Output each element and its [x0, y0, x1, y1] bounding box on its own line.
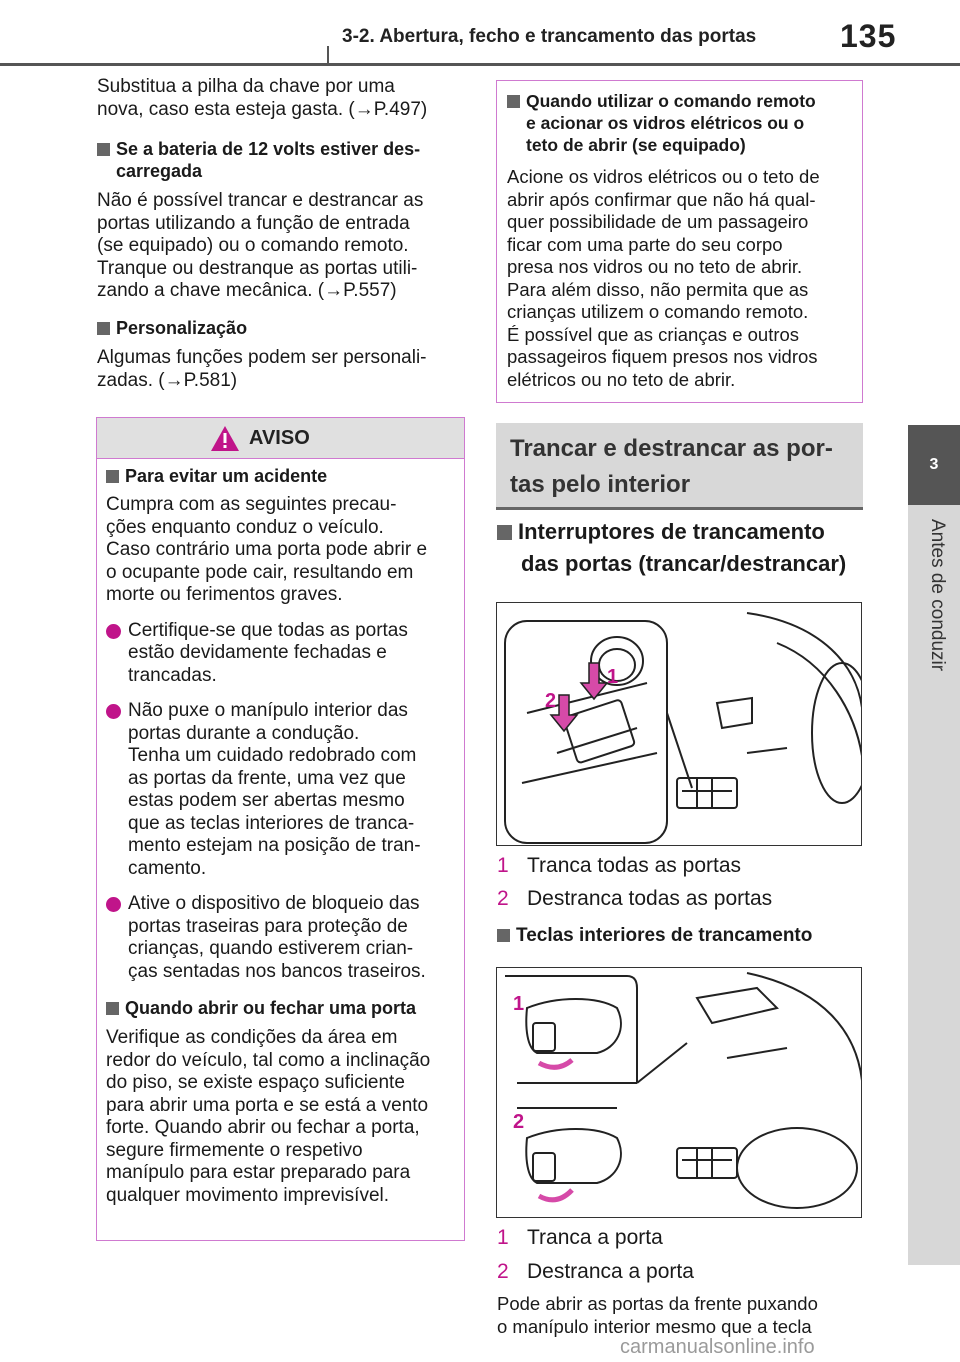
warning-triangle-icon: [210, 425, 240, 452]
section-title: Trancar e destrancar as por- tas pelo interior: [510, 435, 833, 498]
page-number: 135: [840, 18, 897, 54]
heading-bullet-icon: [106, 1002, 119, 1015]
warning-bullet-3: Ative o dispositivo de bloqueio das portas traseiras para proteção de crianças, quando estiverem crian- ças sentadas nos bancos traseiros.: [106, 893, 458, 983]
battery-text: Não é possível trancar e destrancar as portas utilizando a função de entrada (se equipado) ou o comando remoto. Tranque ou destranque as portas utili- zando a chave mecânica. (→P.557): [97, 190, 424, 301]
running-header-title: 3-2. Abertura, fecho e trancamento das portas: [342, 26, 757, 47]
interior-lock-illustration: [497, 968, 862, 1218]
heading-bullet-icon: [507, 95, 520, 108]
header-rule-tick: [327, 46, 329, 64]
customization-heading: Personalização: [97, 317, 247, 339]
info-text: Acione os vidros elétricos ou o teto de abrir após confirmar que não há qual- quer possibilidade de um passageiro ficar com uma parte do seu corpo presa nos vidros ou no teto de abrir. Para além disso, não permita que as crianças utilizem o comando remoto. É possível que as crianças e outros passageiros fiquem presos nos vidros elétricos ou no teto de abrir.: [507, 166, 820, 390]
warning-title: AVISO: [249, 427, 310, 449]
warning-bullet-2: Não puxe o manípulo interior das portas durante a condução. Tenha um cuidado redobrado com as portas da frente, uma vez que estas podem ser abertas mesmo que as teclas interiores de tranca- mento estejam na posição de tran- camento.: [106, 700, 458, 880]
list2-item-2: 2 Destranca a porta: [497, 1260, 694, 1283]
door-open-heading: Quando abrir ou fechar uma porta: [106, 997, 458, 1019]
warning-header: [97, 418, 464, 459]
info-box: [496, 80, 863, 403]
section-title-box: [496, 423, 863, 510]
bullet-dot-icon: [106, 624, 121, 639]
accident-text: Cumpra com as seguintes precau- ções enquanto conduz o veículo. Caso contrário uma porta pode abrir e o ocupante pode cair, resultando em morte ou ferimentos graves.: [106, 494, 428, 605]
warning-bullet-1: Certifique-se que todas as portas estão devidamente fechadas e trancadas.: [106, 620, 458, 688]
chapter-tab-label: Antes de conduzir: [927, 519, 948, 672]
door-lock-switch-heading: Interruptores de trancamento das portas (trancar/destrancar): [497, 516, 867, 580]
list1-item-2: 2 Destranca todas as portas: [497, 887, 773, 910]
front-doors-text: Pode abrir as portas da frente puxando o manípulo interior mesmo que a tecla: [497, 1293, 818, 1337]
figure1-label-2: 2: [545, 690, 557, 712]
bullet-dot-icon: [106, 704, 121, 719]
heading-bullet-icon: [497, 929, 510, 942]
heading-bullet-icon: [97, 143, 110, 156]
battery-heading: Se a bateria de 12 volts estiver des- carregada: [97, 138, 467, 182]
interior-lock-figure: [496, 967, 862, 1218]
chapter-tab-label-bg: [908, 505, 960, 1265]
heading-bullet-icon: [497, 525, 512, 540]
info-heading: Quando utilizar o comando remoto e acionar os vidros elétricos ou o teto de abrir (se equipado): [507, 90, 857, 156]
heading-bullet-icon: [97, 322, 110, 335]
header-rule: [0, 63, 960, 66]
figure1-label-1: 1: [607, 666, 619, 688]
door-lock-switch-illustration: [497, 603, 862, 846]
chapter-tab-number: 3: [908, 425, 960, 505]
door-open-text: Verifique as condições da área em redor do veículo, tal como a inclinação do piso, se existe espaço suficiente para abrir uma porta e se está a vento forte. Quando abrir ou fechar a porta, segure firmemente o respetivo manípulo para estar preparado para qualquer movimento imprevisível.: [106, 1027, 431, 1206]
battery-replace-text: Substitua a pilha da chave por uma nova, caso esta esteja gasta. (→P.497): [97, 76, 428, 120]
door-lock-switch-figure: [496, 602, 862, 846]
list2-item-1: 1 Tranca a porta: [497, 1226, 663, 1249]
interior-lock-heading: Teclas interiores de trancamento: [497, 925, 812, 947]
list1-item-1: 1 Tranca todas as portas: [497, 854, 741, 877]
watermark: carmanualsonline.info: [620, 1336, 815, 1358]
heading-bullet-icon: [106, 470, 119, 483]
figure2-label-1: 1: [513, 993, 525, 1015]
figure2-label-2: 2: [513, 1111, 525, 1133]
accident-heading: Para evitar um acidente: [106, 465, 458, 487]
customization-text: Algumas funções podem ser personali- zadas. (→P.581): [97, 347, 427, 391]
warning-box: [96, 417, 465, 1241]
bullet-dot-icon: [106, 897, 121, 912]
